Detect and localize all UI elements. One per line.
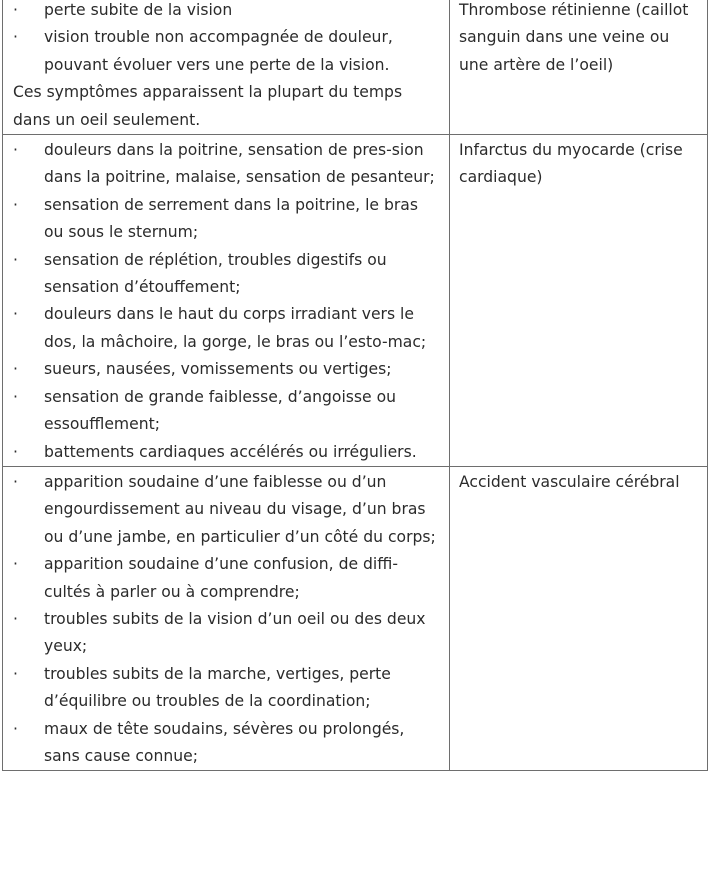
table-row-retinal-thrombosis — [3, 0, 708, 135]
condition-cell — [450, 135, 708, 467]
table-row-stroke — [3, 466, 708, 770]
symptom-text: battements cardiaques accélérés ou irréguliers. — [44, 442, 417, 461]
symptom-text: perte subite de la vision — [44, 1, 233, 19]
table-row-myocardial-infarction — [3, 135, 708, 467]
symptoms-cell — [3, 0, 450, 135]
symptom-text: douleurs dans la poitrine, sensation de pres-sion dans la poitrine, malaise, sensation de pesanteur; — [44, 141, 435, 187]
symptom-text: apparition soudaine d’une confusion, de diffi-cultés à parler ou à comprendre; — [44, 555, 398, 601]
symptom-text: sensation de serrement dans la poitrine, le bras ou sous le sternum; — [44, 195, 418, 242]
symptom-text: troubles subits de la marche, vertiges, perte d’équilibre ou troubles de la coordination; — [44, 664, 391, 711]
symptom-note: Ces symptômes apparaissent la plupart du temps dans un oeil seulement. — [13, 83, 403, 129]
bullet-icon: · — [13, 360, 18, 379]
list-item — [13, 24, 441, 79]
bullet-icon: · — [13, 719, 18, 738]
bullet-icon: · — [13, 555, 18, 574]
symptoms-cell — [3, 135, 450, 467]
symptom-list — [13, 137, 441, 466]
symptoms-cell — [3, 466, 450, 770]
bullet-icon: · — [13, 609, 18, 628]
list-item — [13, 439, 441, 466]
condition-name: Infarctus du myocarde (crise cardiaque) — [459, 141, 683, 187]
symptom-text: vision trouble non accompagnée de douleur, pouvant évoluer vers une perte de la vision. — [44, 28, 393, 74]
symptoms-table — [2, 0, 708, 771]
list-item — [13, 384, 441, 439]
list-item — [13, 137, 441, 192]
symptom-text: douleurs dans le haut du corps irradiant vers le dos, la mâchoire, la gorge, le bras ou l’esto-mac; — [44, 305, 427, 351]
list-item — [13, 606, 441, 661]
symptom-text: sensation de grande faiblesse, d’angoisse ou essoufflement; — [44, 387, 397, 434]
list-item — [13, 716, 441, 771]
symptom-list — [13, 0, 441, 79]
list-item — [13, 301, 441, 356]
condition-name: Accident vasculaire cérébral — [459, 472, 680, 491]
bullet-icon: · — [13, 664, 18, 683]
condition-cell — [450, 0, 708, 135]
list-item — [13, 247, 441, 302]
bullet-icon: · — [13, 250, 18, 269]
bullet-icon: · — [13, 28, 18, 47]
list-item — [13, 661, 441, 716]
list-item — [13, 356, 441, 383]
list-item — [13, 551, 441, 606]
symptom-text: maux de tête soudains, sévères ou prolongés, sans cause connue; — [44, 719, 405, 765]
condition-name: Thrombose rétinienne (caillot sanguin dans une veine ou une artère de l’oeil) — [459, 1, 689, 74]
list-item — [13, 192, 441, 247]
bullet-icon: · — [13, 305, 18, 324]
bullet-icon: · — [13, 442, 18, 461]
bullet-icon: · — [13, 1, 18, 19]
symptom-text: apparition soudaine d’une faiblesse ou d’un engourdissement au niveau du visage, d’un bras ou d’une jambe, en particulier d’un côté du corps; — [44, 472, 436, 546]
condition-cell — [450, 466, 708, 770]
list-item — [13, 0, 441, 24]
bullet-icon: · — [13, 141, 18, 160]
symptom-text: sueurs, nausées, vomissements ou vertiges; — [44, 360, 392, 379]
symptom-text: sensation de réplétion, troubles digestifs ou sensation d’étouffement; — [44, 250, 387, 297]
bullet-icon: · — [13, 472, 18, 491]
bullet-icon: · — [13, 195, 18, 214]
symptom-list — [13, 469, 441, 770]
symptom-text: troubles subits de la vision d’un oeil ou des deux yeux; — [44, 609, 426, 656]
bullet-icon: · — [13, 387, 18, 406]
list-item — [13, 469, 441, 551]
